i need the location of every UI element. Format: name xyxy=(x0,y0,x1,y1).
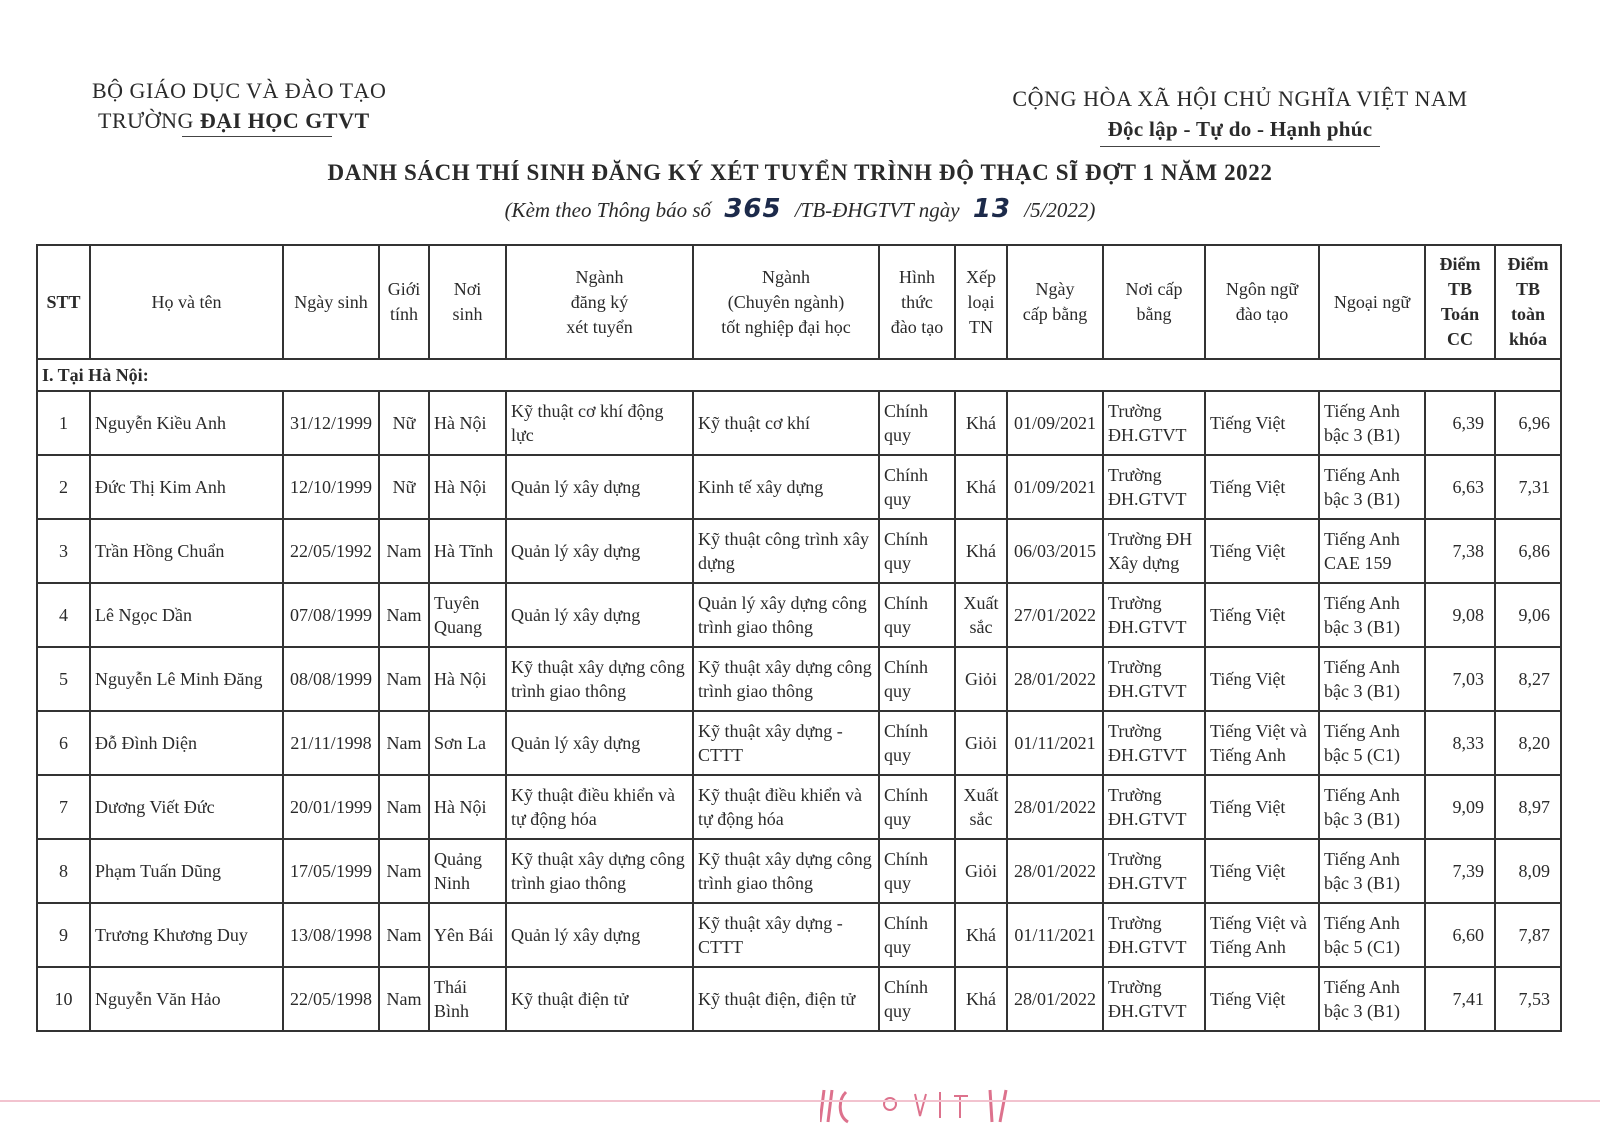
col-header-gpa-cc xyxy=(1425,245,1495,359)
cell-issuer: Trường ĐH.GTVT xyxy=(1103,903,1205,967)
red-stamp-fragment xyxy=(820,1086,1020,1126)
table-row xyxy=(37,455,1561,519)
col-header-stt: STT xyxy=(37,245,90,359)
col-header-gpa-all-l1: Điểm xyxy=(1507,254,1549,274)
cell-rank: Xuất sắc xyxy=(955,775,1007,839)
col-header-rank-l3: TN xyxy=(969,316,993,337)
cell-name: Lê Ngọc Dần xyxy=(90,583,283,647)
cell-reg-major: Kỹ thuật điện tử xyxy=(506,967,693,1031)
cell-foreign-lang: Tiếng Anh CAE 159 xyxy=(1319,519,1425,583)
col-header-gpa-cc-l1: Điểm xyxy=(1439,254,1481,274)
cell-gpa-cc: 8,33 xyxy=(1425,711,1495,775)
cell-birthplace: Quảng Ninh xyxy=(429,839,506,903)
col-header-name: Họ và tên xyxy=(90,245,283,359)
cell-gpa-all: 9,06 xyxy=(1495,583,1561,647)
country-name: CỘNG HÒA XÃ HỘI CHỦ NGHĨA VIỆT NAM xyxy=(1012,86,1468,111)
col-header-language-l2: đào tạo xyxy=(1235,304,1289,324)
cell-reg-major: Quản lý xây dựng xyxy=(506,711,693,775)
cell-reg-major: Kỹ thuật xây dựng công trình giao thông xyxy=(506,839,693,903)
cell-grad-major: Quản lý xây dựng công trình giao thông xyxy=(693,583,879,647)
col-header-gender xyxy=(379,245,429,359)
cell-grad-major: Kỹ thuật điều khiển và tự động hóa xyxy=(693,775,879,839)
cell-dob: 07/08/1999 xyxy=(283,583,379,647)
col-header-gpa-all-l4: khóa xyxy=(1508,329,1548,349)
stamp-icon xyxy=(820,1086,1020,1126)
table-row xyxy=(37,775,1561,839)
col-header-issue-date xyxy=(1007,245,1103,359)
cell-name: Trương Khương Duy xyxy=(90,903,283,967)
cell-gender: Nam xyxy=(379,583,429,647)
cell-language: Tiếng Việt xyxy=(1205,583,1319,647)
cell-dob: 22/05/1998 xyxy=(283,967,379,1031)
cell-rank: Khá xyxy=(955,455,1007,519)
cell-issue-date: 06/03/2015 xyxy=(1007,519,1103,583)
cell-stt: 8 xyxy=(37,839,90,903)
cell-issuer: Trường ĐH.GTVT xyxy=(1103,775,1205,839)
col-header-mode xyxy=(879,245,955,359)
cell-issue-date: 01/09/2021 xyxy=(1007,391,1103,455)
cell-mode: Chính quy xyxy=(879,775,955,839)
cell-gender: Nam xyxy=(379,839,429,903)
cell-stt: 2 xyxy=(37,455,90,519)
cell-issue-date: 01/11/2021 xyxy=(1007,903,1103,967)
col-header-mode-l3: đào tạo xyxy=(890,316,944,337)
national-header xyxy=(990,84,1490,147)
cell-gpa-all: 7,87 xyxy=(1495,903,1561,967)
cell-name: Trần Hồng Chuẩn xyxy=(90,519,283,583)
cell-issuer: Trường ĐH.GTVT xyxy=(1103,839,1205,903)
cell-foreign-lang: Tiếng Anh bậc 3 (B1) xyxy=(1319,839,1425,903)
col-header-gender-l2: tính xyxy=(389,304,418,324)
cell-issuer: Trường ĐH.GTVT xyxy=(1103,711,1205,775)
cell-issue-date: 28/01/2022 xyxy=(1007,775,1103,839)
school-name-bold: ĐẠI HỌC GTVT xyxy=(199,108,370,133)
table-row xyxy=(37,391,1561,455)
cell-birthplace: Hà Nội xyxy=(429,391,506,455)
cell-dob: 21/11/1998 xyxy=(283,711,379,775)
cell-foreign-lang: Tiếng Anh bậc 3 (B1) xyxy=(1319,647,1425,711)
cell-gender: Nữ xyxy=(379,391,429,455)
cell-foreign-lang: Tiếng Anh bậc 3 (B1) xyxy=(1319,583,1425,647)
cell-issuer: Trường ĐH.GTVT xyxy=(1103,455,1205,519)
cell-issuer: Trường ĐH.GTVT xyxy=(1103,967,1205,1031)
cell-issue-date: 28/01/2022 xyxy=(1007,839,1103,903)
cell-dob: 20/01/1999 xyxy=(283,775,379,839)
cell-gpa-cc: 6,60 xyxy=(1425,903,1495,967)
cell-gpa-cc: 7,39 xyxy=(1425,839,1495,903)
cell-gpa-all: 8,97 xyxy=(1495,775,1561,839)
cell-gender: Nam xyxy=(379,967,429,1031)
cell-mode: Chính quy xyxy=(879,711,955,775)
section-label: I. Tại Hà Nội: xyxy=(37,359,1561,391)
cell-dob: 17/05/1999 xyxy=(283,839,379,903)
col-header-issuer xyxy=(1103,245,1205,359)
cell-gender: Nam xyxy=(379,775,429,839)
cell-dob: 22/05/1992 xyxy=(283,519,379,583)
cell-gender: Nam xyxy=(379,903,429,967)
cell-gender: Nam xyxy=(379,519,429,583)
cell-foreign-lang: Tiếng Anh bậc 5 (C1) xyxy=(1319,903,1425,967)
section-row xyxy=(37,359,1561,391)
cell-birthplace: Tuyên Quang xyxy=(429,583,506,647)
col-header-dob: Ngày sinh xyxy=(283,245,379,359)
col-header-mode-l1: Hình xyxy=(899,266,935,287)
cell-gpa-cc: 9,08 xyxy=(1425,583,1495,647)
subtitle-prefix: (Kèm theo Thông báo số xyxy=(504,198,712,222)
cell-reg-major: Kỹ thuật cơ khí động lực xyxy=(506,391,693,455)
cell-gpa-cc: 7,41 xyxy=(1425,967,1495,1031)
cell-dob: 08/08/1999 xyxy=(283,647,379,711)
cell-issuer: Trường ĐH Xây dựng xyxy=(1103,519,1205,583)
cell-rank: Giỏi xyxy=(955,839,1007,903)
cell-gpa-cc: 6,63 xyxy=(1425,455,1495,519)
cell-issue-date: 27/01/2022 xyxy=(1007,583,1103,647)
cell-issuer: Trường ĐH.GTVT xyxy=(1103,647,1205,711)
cell-grad-major: Kinh tế xây dựng xyxy=(693,455,879,519)
motto-underline xyxy=(1100,146,1380,147)
cell-foreign-lang: Tiếng Anh bậc 3 (B1) xyxy=(1319,775,1425,839)
notice-day: 13 xyxy=(972,194,1011,224)
table-header-row xyxy=(37,245,1561,359)
cell-issue-date: 01/11/2021 xyxy=(1007,711,1103,775)
cell-name: Đức Thị Kim Anh xyxy=(90,455,283,519)
cell-reg-major: Quản lý xây dựng xyxy=(506,455,693,519)
col-header-gpa-all-l3: toàn xyxy=(1510,304,1545,324)
col-header-language xyxy=(1205,245,1319,359)
cell-rank: Khá xyxy=(955,903,1007,967)
subtitle-mid: /TB-ĐHGTVT ngày xyxy=(794,198,960,222)
page-edge-line xyxy=(0,1100,1600,1102)
cell-gender: Nam xyxy=(379,647,429,711)
cell-birthplace: Thái Bình xyxy=(429,967,506,1031)
cell-stt: 4 xyxy=(37,583,90,647)
cell-language: Tiếng Việt xyxy=(1205,519,1319,583)
cell-rank: Giỏi xyxy=(955,647,1007,711)
col-header-birthplace xyxy=(429,245,506,359)
cell-mode: Chính quy xyxy=(879,839,955,903)
school-prefix: TRƯỜNG xyxy=(98,108,194,133)
cell-rank: Khá xyxy=(955,519,1007,583)
cell-issue-date: 28/01/2022 xyxy=(1007,967,1103,1031)
col-header-reg-major xyxy=(506,245,693,359)
cell-grad-major: Kỹ thuật điện, điện tử xyxy=(693,967,879,1031)
cell-dob: 13/08/1998 xyxy=(283,903,379,967)
col-header-issuer-l2: bằng xyxy=(1136,304,1172,324)
cell-mode: Chính quy xyxy=(879,967,955,1031)
cell-name: Nguyễn Kiều Anh xyxy=(90,391,283,455)
col-header-reg-major-l3: xét tuyển xyxy=(566,316,633,337)
cell-gpa-all: 6,96 xyxy=(1495,391,1561,455)
cell-issue-date: 28/01/2022 xyxy=(1007,647,1103,711)
cell-gender: Nam xyxy=(379,711,429,775)
table-row xyxy=(37,967,1561,1031)
cell-dob: 12/10/1999 xyxy=(283,455,379,519)
cell-stt: 5 xyxy=(37,647,90,711)
notice-number: 365 xyxy=(724,194,782,224)
cell-birthplace: Hà Nội xyxy=(429,455,506,519)
cell-language: Tiếng Việt xyxy=(1205,967,1319,1031)
col-header-gpa-cc-l4: CC xyxy=(1447,329,1473,349)
cell-mode: Chính quy xyxy=(879,455,955,519)
table-row xyxy=(37,519,1561,583)
col-header-issue-date-l1: Ngày xyxy=(1035,279,1075,299)
cell-foreign-lang: Tiếng Anh bậc 3 (B1) xyxy=(1319,967,1425,1031)
cell-gender: Nữ xyxy=(379,455,429,519)
header-underline xyxy=(182,136,332,137)
cell-name: Đỗ Đình Diện xyxy=(90,711,283,775)
cell-grad-major: Kỹ thuật xây dựng công trình giao thông xyxy=(693,839,879,903)
cell-stt: 3 xyxy=(37,519,90,583)
cell-stt: 7 xyxy=(37,775,90,839)
cell-grad-major: Kỹ thuật cơ khí xyxy=(693,391,879,455)
cell-gpa-cc: 6,39 xyxy=(1425,391,1495,455)
agency-header xyxy=(92,76,422,137)
col-header-gpa-all xyxy=(1495,245,1561,359)
cell-language: Tiếng Việt xyxy=(1205,455,1319,519)
col-header-issue-date-l2: cấp bằng xyxy=(1022,304,1088,324)
col-header-birthplace-l1: Nơi xyxy=(453,279,482,299)
table-row xyxy=(37,903,1561,967)
cell-mode: Chính quy xyxy=(879,903,955,967)
national-motto: Độc lập - Tự do - Hạnh phúc xyxy=(1107,117,1373,141)
cell-foreign-lang: Tiếng Anh bậc 3 (B1) xyxy=(1319,455,1425,519)
col-header-language-l1: Ngôn ngữ xyxy=(1225,279,1299,299)
cell-mode: Chính quy xyxy=(879,647,955,711)
cell-reg-major: Kỹ thuật điều khiển và tự động hóa xyxy=(506,775,693,839)
cell-name: Nguyễn Lê Minh Đăng xyxy=(90,647,283,711)
cell-gpa-all: 7,53 xyxy=(1495,967,1561,1031)
cell-birthplace: Yên Bái xyxy=(429,903,506,967)
col-header-mode-l2: thức xyxy=(901,291,933,312)
col-header-reg-major-l2: đăng ký xyxy=(570,291,629,312)
cell-name: Dương Viết Đức xyxy=(90,775,283,839)
cell-issuer: Trường ĐH.GTVT xyxy=(1103,583,1205,647)
cell-gpa-all: 6,86 xyxy=(1495,519,1561,583)
col-header-grad-major xyxy=(693,245,879,359)
cell-language: Tiếng Việt xyxy=(1205,647,1319,711)
cell-language: Tiếng Việt xyxy=(1205,775,1319,839)
cell-name: Phạm Tuấn Dũng xyxy=(90,839,283,903)
col-header-gpa-cc-l3: Toán xyxy=(1440,304,1480,324)
col-header-issuer-l1: Nơi cấp xyxy=(1125,279,1183,299)
cell-birthplace: Sơn La xyxy=(429,711,506,775)
cell-gpa-cc: 7,03 xyxy=(1425,647,1495,711)
cell-gpa-all: 8,27 xyxy=(1495,647,1561,711)
cell-reg-major: Kỹ thuật xây dựng công trình giao thông xyxy=(506,647,693,711)
cell-reg-major: Quản lý xây dựng xyxy=(506,903,693,967)
col-header-rank-l1: Xếp xyxy=(966,266,996,287)
col-header-grad-major-l3: tốt nghiệp đại học xyxy=(721,316,851,337)
table-row xyxy=(37,647,1561,711)
cell-foreign-lang: Tiếng Anh bậc 3 (B1) xyxy=(1319,391,1425,455)
cell-birthplace: Hà Nội xyxy=(429,775,506,839)
col-header-gender-l1: Giới xyxy=(387,279,421,299)
cell-grad-major: Kỹ thuật xây dựng - CTTT xyxy=(693,903,879,967)
col-header-reg-major-l1: Ngành xyxy=(575,266,624,287)
col-header-rank-l2: loại xyxy=(967,291,995,312)
cell-grad-major: Kỹ thuật xây dựng - CTTT xyxy=(693,711,879,775)
cell-reg-major: Quản lý xây dựng xyxy=(506,583,693,647)
cell-mode: Chính quy xyxy=(879,519,955,583)
col-header-grad-major-l1: Ngành xyxy=(762,266,810,287)
cell-reg-major: Quản lý xây dựng xyxy=(506,519,693,583)
cell-mode: Chính quy xyxy=(879,583,955,647)
col-header-foreign-lang: Ngoại ngữ xyxy=(1319,245,1425,359)
cell-stt: 9 xyxy=(37,903,90,967)
cell-rank: Giỏi xyxy=(955,711,1007,775)
cell-mode: Chính quy xyxy=(879,391,955,455)
ministry-name: BỘ GIÁO DỤC VÀ ĐÀO TẠO xyxy=(92,78,387,103)
cell-foreign-lang: Tiếng Anh bậc 5 (C1) xyxy=(1319,711,1425,775)
subtitle-suffix: /5/2022) xyxy=(1024,198,1096,222)
cell-birthplace: Hà Tĩnh xyxy=(429,519,506,583)
cell-rank: Khá xyxy=(955,391,1007,455)
col-header-gpa-cc-l2: TB xyxy=(1447,279,1472,299)
cell-rank: Khá xyxy=(955,967,1007,1031)
cell-grad-major: Kỹ thuật xây dựng công trình giao thông xyxy=(693,647,879,711)
table-row xyxy=(37,711,1561,775)
cell-gpa-all: 8,09 xyxy=(1495,839,1561,903)
candidate-table xyxy=(36,244,1562,1032)
col-header-grad-major-l2: (Chuyên ngành) xyxy=(727,291,845,312)
cell-issue-date: 01/09/2021 xyxy=(1007,455,1103,519)
cell-issuer: Trường ĐH.GTVT xyxy=(1103,391,1205,455)
table-row xyxy=(37,583,1561,647)
cell-birthplace: Hà Nội xyxy=(429,647,506,711)
cell-language: Tiếng Việt và Tiếng Anh xyxy=(1205,711,1319,775)
cell-language: Tiếng Việt và Tiếng Anh xyxy=(1205,903,1319,967)
cell-stt: 6 xyxy=(37,711,90,775)
cell-gpa-cc: 7,38 xyxy=(1425,519,1495,583)
cell-gpa-cc: 9,09 xyxy=(1425,775,1495,839)
col-header-rank xyxy=(955,245,1007,359)
cell-dob: 31/12/1999 xyxy=(283,391,379,455)
col-header-birthplace-l2: sinh xyxy=(452,304,483,324)
cell-stt: 1 xyxy=(37,391,90,455)
school-name xyxy=(92,106,422,136)
cell-stt: 10 xyxy=(37,967,90,1031)
cell-gpa-all: 7,31 xyxy=(1495,455,1561,519)
col-header-gpa-all-l2: TB xyxy=(1515,279,1540,299)
document-title: DANH SÁCH THÍ SINH ĐĂNG KÝ XÉT TUYỂN TRÌNH ĐỘ THẠC SĨ ĐỢT 1 NĂM 2022 xyxy=(327,160,1273,185)
cell-name: Nguyễn Văn Hảo xyxy=(90,967,283,1031)
cell-grad-major: Kỹ thuật công trình xây dựng xyxy=(693,519,879,583)
table-row xyxy=(37,839,1561,903)
cell-language: Tiếng Việt xyxy=(1205,391,1319,455)
cell-rank: Xuất sắc xyxy=(955,583,1007,647)
document-subtitle xyxy=(0,194,1600,224)
cell-gpa-all: 8,20 xyxy=(1495,711,1561,775)
cell-language: Tiếng Việt xyxy=(1205,839,1319,903)
